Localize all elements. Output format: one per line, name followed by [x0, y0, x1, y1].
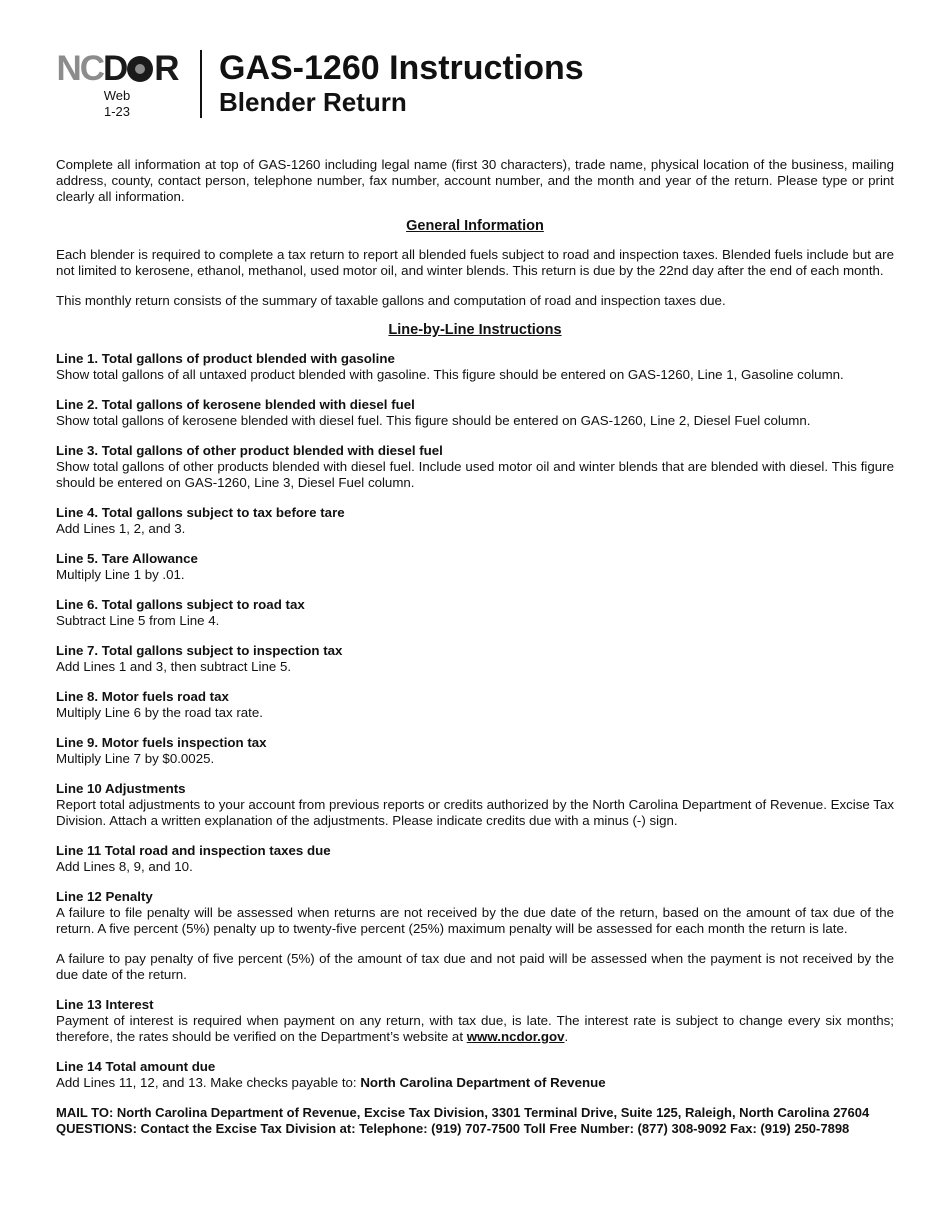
line-13-paragraph	[56, 1013, 894, 1045]
line-item	[56, 597, 894, 629]
line-text: Add Lines 1, 2, and 3.	[56, 521, 186, 536]
line-instructions-heading: Line-by-Line Instructions	[388, 322, 562, 338]
line-heading: Line 11 Total road and inspection taxes due	[56, 843, 331, 858]
line-item	[56, 781, 894, 829]
line-heading: Line 2. Total gallons of kerosene blended with diesel fuel	[56, 397, 415, 412]
logo-nc: NC	[56, 49, 103, 88]
logo-d: D	[103, 49, 127, 88]
mail-to-address: MAIL TO: North Carolina Department of Revenue, Excise Tax Division, 3301 Terminal Drive, Suite 125, Raleigh, North Carolina 27604	[56, 1105, 870, 1120]
general-info-heading: General Information	[406, 218, 544, 234]
line-text: Subtract Line 5 from Line 4.	[56, 613, 220, 628]
page-title: GAS-1260 Instructions	[219, 49, 584, 87]
ncdor-website-link[interactable]: www.ncdor.gov	[466, 1029, 565, 1044]
line-item	[56, 397, 894, 429]
line-13-end: .	[564, 1029, 569, 1044]
line-text: Show total gallons of other products blended with diesel fuel. Include used motor oil and winter blends that are blended with diesel. This figure should be entered on GAS-1260, Line 3, Diesel Fuel column.	[56, 459, 894, 490]
questions-contact: QUESTIONS: Contact the Excise Tax Division at: Telephone: (919) 707-7500 Toll Free Number: (877) 308-9092 Fax: (919) 250-7898	[56, 1121, 850, 1136]
line-heading: Line 3. Total gallons of other product blended with diesel fuel	[56, 443, 443, 458]
line-heading: Line 6. Total gallons subject to road tax	[56, 597, 305, 612]
line-item	[56, 351, 894, 383]
line-list	[56, 351, 894, 875]
line-heading: Line 7. Total gallons subject to inspection tax	[56, 643, 343, 658]
page-subtitle: Blender Return	[219, 87, 407, 117]
line-text: Add Lines 1 and 3, then subtract Line 5.	[56, 659, 292, 674]
line-text: Multiply Line 6 by the road tax rate.	[56, 705, 263, 720]
line-14-paragraph	[56, 1075, 894, 1091]
general-paragraph-1: Each blender is required to complete a tax return to report all blended fuels subject to road and inspection taxes. Blended fuels include but are not limited to kerosene, ethanol, methanol, used motor oil, and winter blends. This return is due by the 22nd day after the end of each month.	[56, 247, 894, 278]
titles	[219, 48, 584, 116]
line-text: Multiply Line 1 by .01.	[56, 567, 185, 582]
document-body	[56, 157, 894, 1137]
line-item	[56, 443, 894, 491]
logo-o-icon	[127, 56, 153, 82]
logo-web: Web	[103, 88, 131, 103]
line-heading: Line 10 Adjustments	[56, 781, 186, 796]
logo-version: 1-23	[103, 104, 131, 119]
general-paragraph-2: This monthly return consists of the summary of taxable gallons and computation of road and inspection taxes due.	[56, 293, 726, 308]
line-12-paragraph-2: A failure to pay penalty of five percent (5%) of the amount of tax due and not paid will be assessed when the payment is not received by the due date of the return.	[56, 951, 894, 982]
line-13-heading: Line 13 Interest	[56, 997, 154, 1012]
line-13-text: Payment of interest is required when payment on any return, with tax due, is late. The interest rate is subject to change every six months; therefore, the rates should be verified on the Department’s website at	[56, 1013, 894, 1044]
line-14-payee: North Carolina Department of Revenue	[360, 1075, 606, 1090]
header	[54, 48, 754, 120]
line-text: Add Lines 8, 9, and 10.	[56, 859, 193, 874]
logo-mark	[54, 49, 180, 88]
line-heading: Line 8. Motor fuels road tax	[56, 689, 229, 704]
line-text: Report total adjustments to your account from previous reports or credits authorized by the North Carolina Department of Revenue. Excise Tax Division. Attach a written explanation of the adjustments. Please indicate credits due with a minus (-) sign.	[56, 797, 894, 828]
line-text: Multiply Line 7 by $0.0025.	[56, 751, 215, 766]
line-item	[56, 735, 894, 767]
line-heading: Line 4. Total gallons subject to tax before tare	[56, 505, 345, 520]
ncdor-logo	[54, 49, 180, 120]
header-divider	[200, 50, 202, 118]
line-item	[56, 843, 894, 875]
line-heading: Line 9. Motor fuels inspection tax	[56, 735, 267, 750]
line-item	[56, 689, 894, 721]
line-heading: Line 1. Total gallons of product blended with gasoline	[56, 351, 395, 366]
intro-paragraph: Complete all information at top of GAS-1260 including legal name (first 30 characters), trade name, physical location of the business, mailing address, county, contact person, telephone number, fax number, account number, and the month and year of the return. Please type or print clearly all information.	[56, 157, 894, 204]
line-text: Show total gallons of all untaxed product blended with gasoline. This figure should be entered on GAS-1260, Line 1, Gasoline column.	[56, 367, 844, 382]
line-12-paragraph-1: A failure to file penalty will be assessed when returns are not received by the due date of the return, based on the amount of tax due of the return. A five percent (5%) penalty up to twenty-five percent (25%) maximum penalty will be assessed for each month the return is late.	[56, 905, 894, 936]
line-14-heading: Line 14 Total amount due	[56, 1059, 216, 1074]
line-item	[56, 551, 894, 583]
line-item	[56, 643, 894, 675]
logo-r: R	[154, 49, 178, 88]
line-12-heading: Line 12 Penalty	[56, 889, 153, 904]
line-item	[56, 505, 894, 537]
line-heading: Line 5. Tare Allowance	[56, 551, 198, 566]
line-14-text: Add Lines 11, 12, and 13. Make checks payable to:	[56, 1075, 361, 1090]
line-text: Show total gallons of kerosene blended with diesel fuel. This figure should be entered on GAS-1260, Line 2, Diesel Fuel column.	[56, 413, 811, 428]
